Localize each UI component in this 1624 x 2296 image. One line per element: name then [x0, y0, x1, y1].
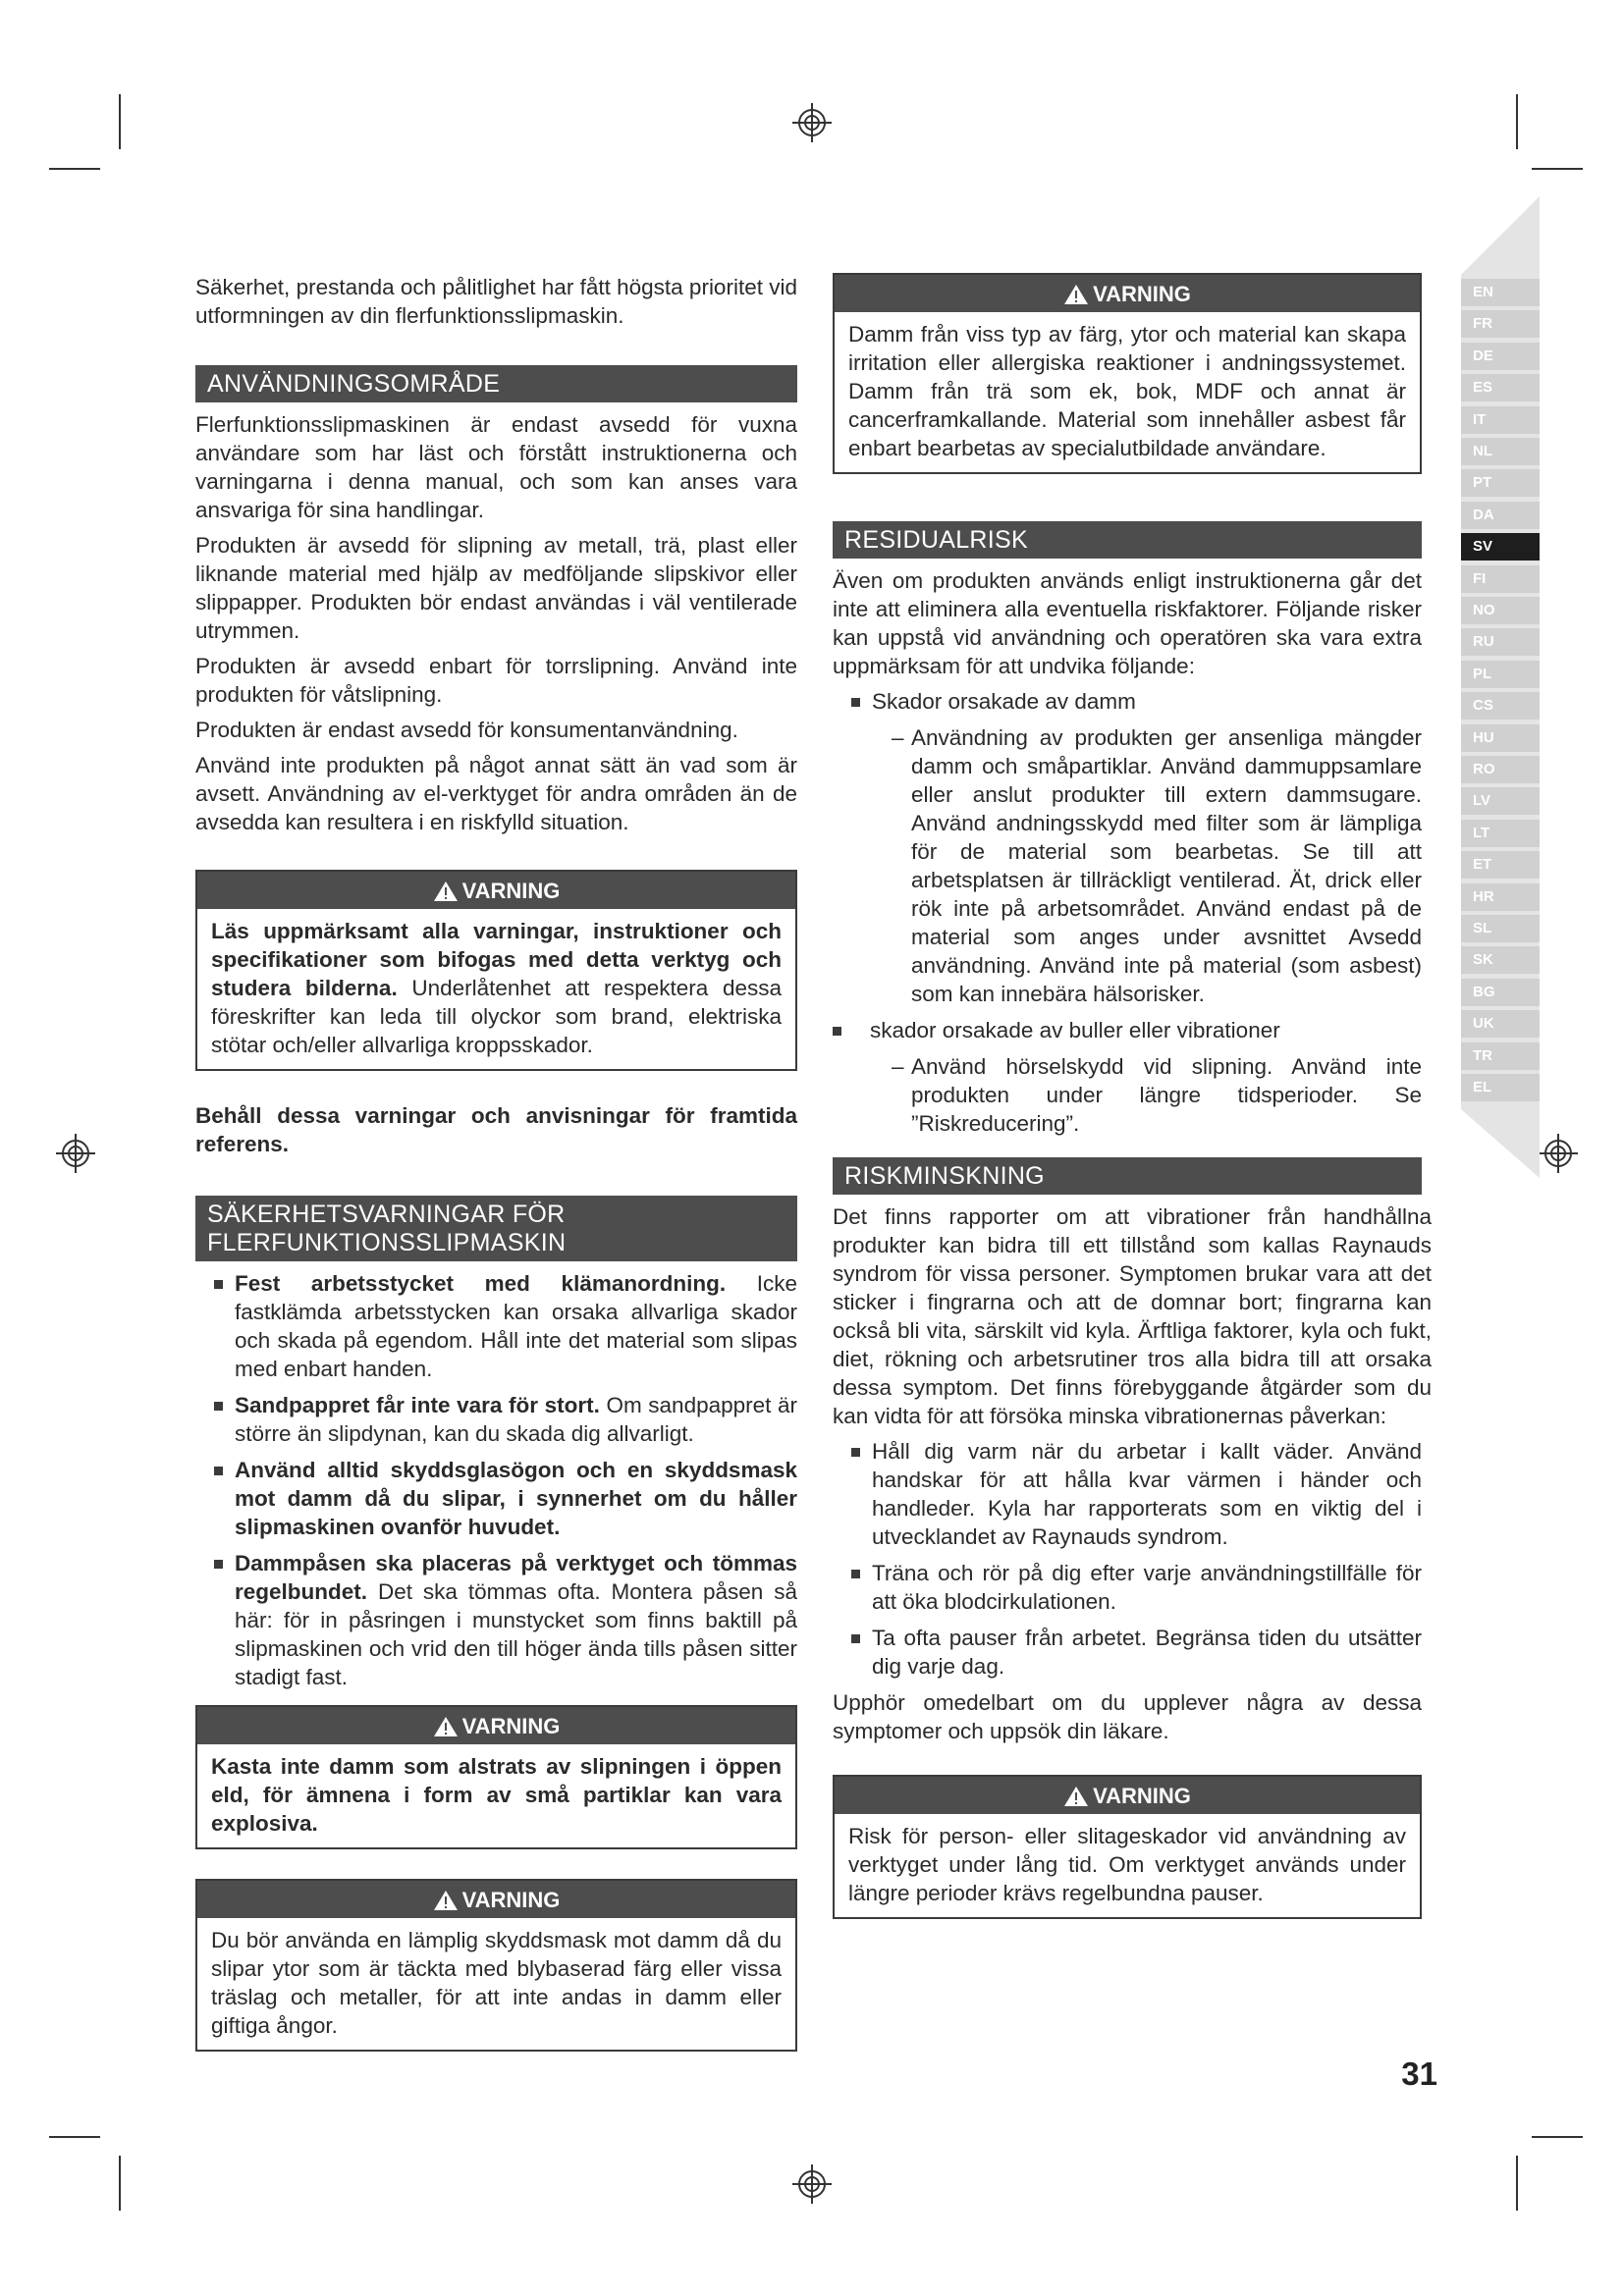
warning-header — [197, 1707, 795, 1744]
list-item: Ta ofta pauser från arbetet. Begränsa tiden du utsätter dig varje dag. — [833, 1624, 1422, 1681]
warning-bold-text: Läs uppmärksamt alla varningar, instruktioner och specifikationer som bifogas med detta verktyg och studera bilderna. — [211, 919, 782, 1000]
language-tab-da: DA — [1461, 502, 1540, 529]
warning-header — [197, 872, 795, 909]
warning-box — [195, 1705, 797, 1849]
section-heading-safety — [195, 1196, 797, 1261]
warning-box — [833, 273, 1422, 474]
language-tab-it: IT — [1461, 406, 1540, 434]
warning-header — [197, 1881, 795, 1918]
warning-triangle-icon — [433, 1716, 459, 1737]
list-item-text: Icke fastklämda arbetsstycken kan orsaka allvarliga skador och skada på egendom. Håll inte det material som slipas med enbart handen. — [235, 1271, 797, 1381]
language-tab-en: EN — [1461, 279, 1540, 306]
section-heading-residual-risk: RESIDUALRISK — [833, 521, 1422, 559]
keep-instructions-note: Behåll dessa varningar och anvisningar för framtida referens. — [195, 1103, 797, 1156]
language-tab-sk: SK — [1461, 946, 1540, 974]
intro-text: Säkerhet, prestanda och pålitlighet har fått högsta prioritet vid utformningen av din flerfunktionsslipmaskin. — [195, 275, 797, 328]
warning-body: Risk för person- eller slitageskador vid användning av verktyget under lång tid. Om verktyget används under längre perioder krävs regelbundna pauser. — [848, 1824, 1406, 1905]
list-item: Träna och rör på dig efter varje användningstillfälle för att öka blodcirkulationen. — [833, 1559, 1422, 1616]
sub-item — [833, 1052, 1422, 1138]
warning-header — [835, 1777, 1420, 1814]
warning-label: VARNING — [1093, 1784, 1191, 1808]
crop-mark — [1516, 2156, 1518, 2211]
list-item — [833, 1016, 1422, 1044]
usage-paragraph: Produkten är avsedd enbart för torrslipning. Använd inte produkten för våtslipning. — [195, 654, 797, 707]
warning-label: VARNING — [461, 1714, 561, 1738]
crop-mark — [1532, 168, 1583, 170]
sub-item-text: Användning av produkten ger ansenliga mängder damm och småpartiklar. Använd dammuppsamlare eller anslut produkter till extern dammsugare. Använd andningsskydd med filter som är lämpliga för de material som bearbetas. Se till att arbetsplatsen är tillräckligt ventilerad. Ät, drick eller rök inte på arbetsområdet. Använd endast på de material som anges under avsnittet Avsedd användning. Använd inte på material (som asbest) som kan innebära hälsorisker. — [911, 725, 1422, 1006]
dash-marker: – — [892, 725, 904, 750]
registration-mark-icon — [791, 102, 833, 143]
registration-mark-icon — [55, 1133, 96, 1174]
language-tab-pl: PL — [1461, 661, 1540, 688]
registration-mark-icon — [1538, 1133, 1579, 1174]
list-item-bold: Fest arbetsstycket med klämanordning. — [235, 1271, 727, 1296]
language-tab-ro: RO — [1461, 756, 1540, 783]
warning-body: Du bör använda en lämplig skyddsmask mot damm då du slipar ytor som är täckta med blybaserad färg eller vissa träslag och metaller, för att inte andas in damm eller giftiga ångor. — [211, 1928, 782, 2038]
warning-box — [195, 870, 797, 1071]
dash-marker: – — [892, 1054, 904, 1079]
language-tab-sl: SL — [1461, 915, 1540, 942]
left-column — [195, 273, 797, 2052]
warning-body: Damm från viss typ av färg, ytor och material kan skapa irritation eller allergiska reaktioner i andningssystemet. Damm från trä som ek, bok, MDF och annat är cancerframkallande. Material som innehåller asbest får enbart bearbetas av specialutbildade användare. — [848, 322, 1406, 460]
list-item-text: Skador orsakade av damm — [872, 689, 1136, 714]
warning-triangle-icon — [1063, 1786, 1089, 1807]
sub-item — [833, 723, 1422, 1008]
language-tab-hr: HR — [1461, 883, 1540, 911]
warning-label: VARNING — [1093, 282, 1191, 306]
right-column — [833, 273, 1436, 1919]
list-item-bold: Använd alltid skyddsglasögon och en skyddsmask mot damm då du slipar, i synnerhet om du håller slipmaskinen ovanför huvudet. — [235, 1458, 797, 1539]
crop-mark — [1516, 94, 1518, 149]
language-tab-et: ET — [1461, 851, 1540, 879]
language-tab-fi: FI — [1461, 565, 1540, 593]
residual-intro: Även om produkten används enligt instruktionerna går det inte att eliminera alla eventuella riskfaktorer. Följande risker kan uppstå vid användning och operatören ska vara extra uppmärksam för att undvika följande: — [833, 568, 1422, 678]
safety-heading-line2: FLERFUNKTIONSSLIPMASKIN — [207, 1229, 567, 1256]
language-tab-fr: FR — [1461, 310, 1540, 338]
registration-mark-icon — [791, 2163, 833, 2205]
page-number: 31 — [1401, 2056, 1437, 2092]
warning-body — [197, 909, 795, 1069]
warning-triangle-icon — [433, 1890, 459, 1911]
language-tab-bg: BG — [1461, 979, 1540, 1006]
language-tab-tr: TR — [1461, 1042, 1540, 1070]
reduction-outro: Upphör omedelbart om du upplever några av dessa symptomer och uppsök din läkare. — [833, 1690, 1422, 1743]
warning-box — [195, 1879, 797, 2052]
usage-paragraph: Produkten är avsedd för slipning av metall, trä, plast eller liknande material med hjälp av medföljande slipskivor eller slippapper. Produkten bör endast användas i väl ventilerade utrymmen. — [195, 533, 797, 643]
language-tab-lv: LV — [1461, 787, 1540, 815]
language-tab-nl: NL — [1461, 438, 1540, 465]
language-tab-cs: CS — [1461, 692, 1540, 720]
crop-mark — [49, 2136, 100, 2138]
list-item-text: skador orsakade av buller eller vibrationer — [870, 1018, 1280, 1042]
language-tab-no: NO — [1461, 597, 1540, 624]
usage-paragraph: Flerfunktionsslipmaskinen är endast avsedd för vuxna användare som har läst och förstått instruktionerna och varningarna i denna manual, och som kan anses vara ansvariga för sina handlingar. — [195, 412, 797, 522]
list-item-text: Om sandpappret är större än slipdynan, kan du skada dig allvarligt. — [235, 1393, 798, 1446]
warning-triangle-icon — [1063, 284, 1089, 305]
language-tab-de: DE — [1461, 343, 1540, 370]
residual-list — [833, 1016, 1422, 1044]
language-tab-ru: RU — [1461, 628, 1540, 656]
warning-body: Kasta inte damm som alstrats av slipningen i öppen eld, för ämnena i form av små partiklar kan vara explosiva. — [211, 1754, 782, 1836]
safety-heading-line1: SÄKERHETSVARNINGAR FÖR — [207, 1201, 566, 1228]
warning-header — [835, 275, 1420, 312]
section-heading-risk-reduction: RISKMINSKNING — [833, 1157, 1422, 1195]
section-heading-usage: ANVÄNDNINGSOMRÅDE — [195, 365, 797, 402]
list-item: Håll dig varm när du arbetar i kallt väder. Använd handskar för att hålla kvar värmen i händer och handleder. Kyla har rapporterats som en viktig del i utvecklandet av Raynauds syndrom. — [833, 1437, 1422, 1551]
list-item — [833, 687, 1422, 716]
reduction-intro: Det finns rapporter om att vibrationer från handhållna produkter kan bidra till ett tillstånd som kallas Raynauds syndrom för vissa personer. Symptomen brukar vara att det sticker i fingrarna och att de domnar bort; fingrarna kan också bli vita, särskilt vid kyla. Ärftliga faktorer, kyla och fukt, diet, rökning och arbetsrutiner tros alla bidra till att orsaka dessa symptom. Det finns förebyggande åtgärder som du kan vidta för att försöka minska vibrationernas påverkan: — [833, 1204, 1432, 1428]
language-tab-el: EL — [1461, 1074, 1540, 1101]
list-item-bold: Sandpappret får inte vara för stort. — [235, 1393, 600, 1417]
language-tab-uk: UK — [1461, 1010, 1540, 1038]
safety-list — [195, 1269, 797, 1691]
language-tab-pt: PT — [1461, 469, 1540, 497]
language-tabs — [1451, 196, 1540, 1178]
residual-list — [833, 687, 1422, 716]
list-item-text: Det ska tömmas ofta. Montera påsen så här: för in påsringen i munstycket som finns baktill på slipmaskinen och vrid den till höger ända tills påsen sitter stadigt fast. — [235, 1579, 797, 1689]
sub-item-text: Använd hörselskydd vid slipning. Använd inte produkten under längre tidsperioder. Se ”Riskreducering”. — [911, 1054, 1422, 1136]
warning-triangle-icon — [433, 881, 459, 902]
list-item — [195, 1269, 797, 1383]
crop-mark — [49, 168, 100, 170]
language-tab-sv: SV — [1461, 533, 1540, 561]
crop-mark — [119, 2156, 121, 2211]
list-item — [195, 1391, 797, 1448]
language-tab-lt: LT — [1461, 820, 1540, 847]
list-item-bold: Dammpåsen ska placeras på verktyget och tömmas regelbundet. — [235, 1551, 797, 1604]
warning-box — [833, 1775, 1422, 1919]
crop-mark — [1532, 2136, 1583, 2138]
language-tab-es: ES — [1461, 374, 1540, 401]
usage-paragraph: Produkten är endast avsedd för konsumentanvändning. — [195, 718, 738, 742]
warning-text: Underlåtenhet att respektera dessa föreskrifter kan leda till olyckor som brand, elektriska stötar och/eller allvarliga kroppsskador. — [211, 976, 783, 1057]
usage-paragraph: Använd inte produkten på något annat sätt än vad som är avsett. Användning av el-verktyget för andra områden än de avsedda kan resultera i en riskfylld situation. — [195, 753, 797, 834]
language-tab-hu: HU — [1461, 724, 1540, 752]
warning-label: VARNING — [461, 879, 561, 903]
list-item — [195, 1549, 797, 1691]
warning-label: VARNING — [461, 1888, 561, 1912]
reduction-list — [833, 1437, 1422, 1681]
crop-mark — [119, 94, 121, 149]
list-item — [195, 1456, 797, 1541]
